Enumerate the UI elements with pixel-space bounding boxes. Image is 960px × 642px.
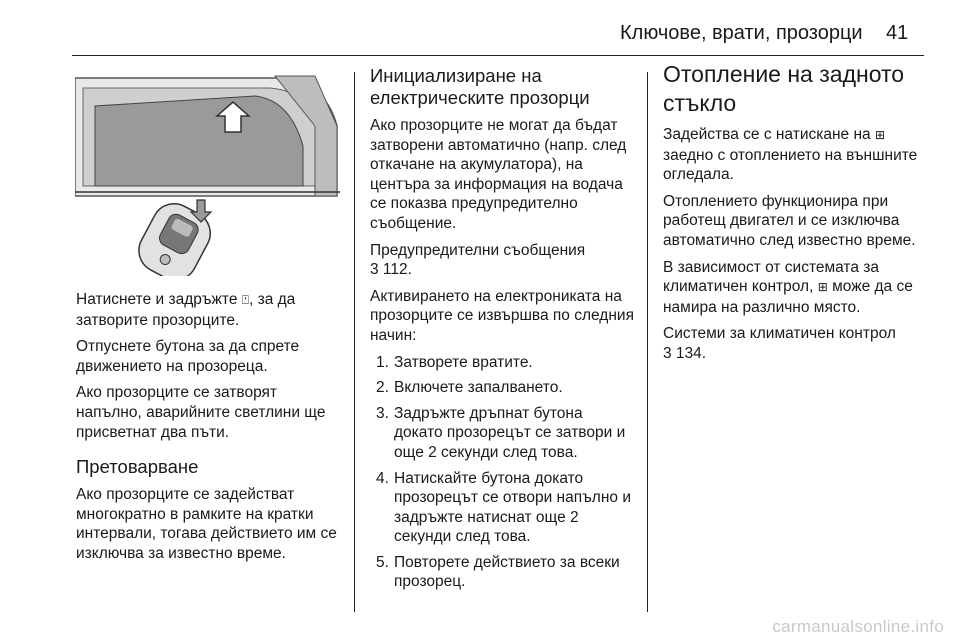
list-item: 2. Включете запалването. (376, 379, 563, 397)
paragraph: Отоплението функционира при работещ двигател и се изключва автоматично след известно време. (663, 192, 916, 249)
section-heading: Инициализиране на електрическите прозорци (370, 65, 590, 108)
rear-defrost-icon: ⊞ (874, 128, 886, 142)
column-divider-1 (354, 72, 355, 612)
page-number: 41 (886, 22, 909, 44)
paragraph: Ако прозорците не могат да бъдат затворени автоматично (напр. след откачане на акумулатора), на центъра за информация на водача се показва предупредително съобщение. (370, 117, 627, 232)
paragraph: Ако прозорците се затворят напълно, аварийните светлини ще присветнат два пъти. (76, 384, 326, 441)
header-rule (72, 55, 924, 56)
column-2 (370, 65, 635, 598)
watermark: carmanualsonline.info (772, 617, 944, 636)
section-heading: Претоварване (76, 456, 199, 478)
paragraph: Ако прозорците се задействат многократно в рамките на кратки интервали, тогава действието им се изключва за известно време. (76, 486, 337, 562)
list-item: 5. Повторете действието за всеки прозорец. (376, 553, 620, 591)
column-divider-2 (647, 72, 648, 612)
rear-defrost-icon: ⊞ (817, 280, 828, 295)
list-item: 3. Задръжте дръпнат бутона докато прозорецът се затвори и още 2 секунди след това. (376, 404, 626, 461)
paragraph: Системи за климатичен контрол 3 134. (663, 325, 896, 362)
car-window-illustration (75, 66, 340, 276)
paragraph: Активирането на електрониката на прозорците се извършва по следния начин: (370, 287, 634, 344)
paragraph: Предупредителни съобщения 3 112. (370, 241, 586, 279)
paragraph: Натиснете и задръжте ⍞, за да затворите прозорците. (76, 291, 296, 329)
list-item: 1. Затворете вратите. (376, 353, 533, 371)
paragraph: Отпуснете бутона за да спрете движението на прозореца. (76, 338, 300, 375)
section-heading: Отопление на задното стъкло (663, 61, 905, 116)
column-3 (663, 60, 928, 371)
chapter-title: Ключове, врати, прозорци (620, 22, 863, 44)
paragraph: В зависимост от системата за климатичен контрол, ⊞ може да се намира на различно място. (663, 258, 913, 316)
page-reference-link[interactable]: 3 134. (663, 344, 707, 362)
column-1 (76, 290, 344, 571)
list-item: 4. Натискайте бутона докато прозорецът се отвори напълно и задръжте натиснат още 2 секунди след това. (376, 469, 631, 546)
steps-list (370, 353, 635, 593)
lock-button-icon: ⍞ (241, 293, 249, 307)
paragraph: Задейства се с натискане на ⊞ заедно с отоплението на външните огледала. (663, 126, 918, 184)
page-reference-link[interactable]: 3 112. (370, 261, 412, 279)
